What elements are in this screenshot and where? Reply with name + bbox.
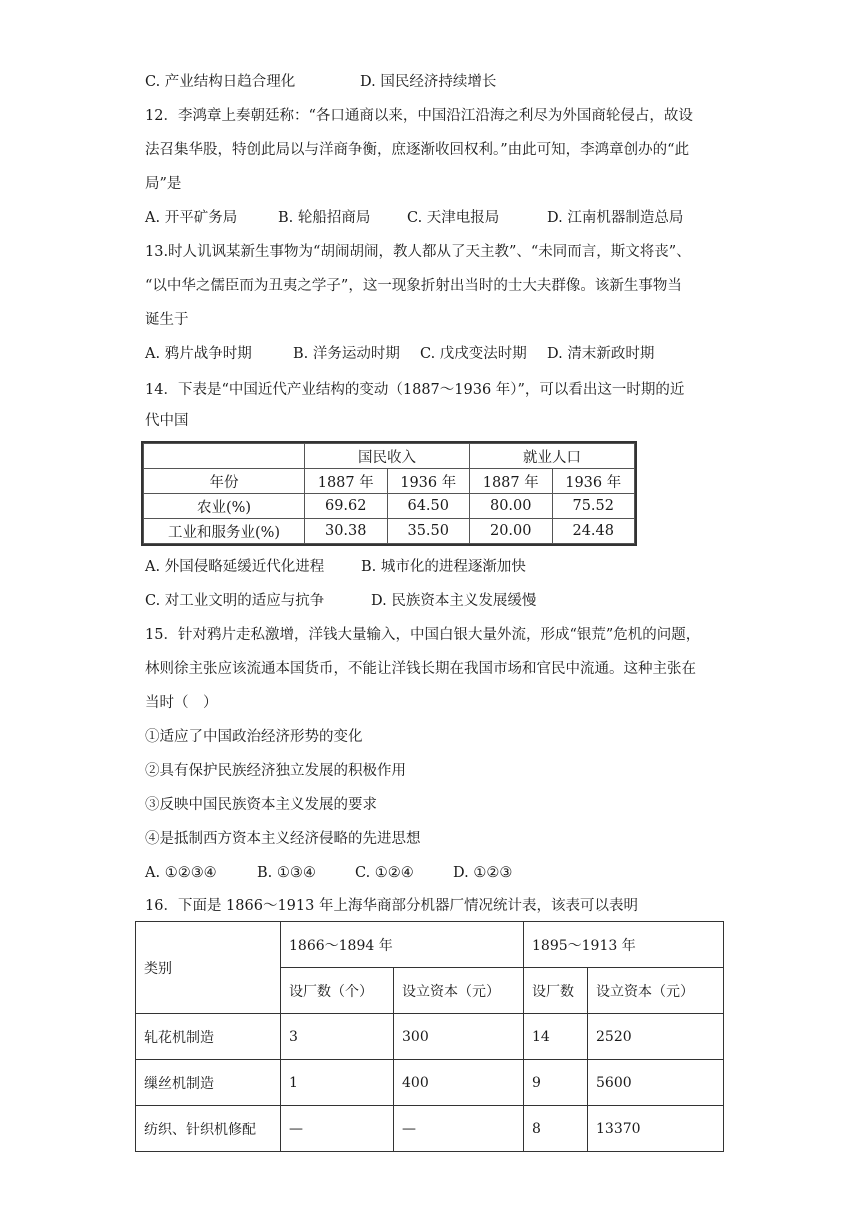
table-row: [136, 1106, 724, 1152]
header-capital: 设立资本（元）: [394, 968, 524, 1014]
table-cell: 80.00: [470, 494, 553, 519]
option-b: B. 城市化的进程逐渐加快: [361, 559, 526, 575]
table-cell: 20.00: [470, 519, 553, 544]
table-cell: 2520: [588, 1014, 724, 1060]
header-capital: 设立资本（元）: [588, 968, 724, 1014]
table-row: [136, 1060, 724, 1106]
option-a: A. ①②③④: [145, 865, 217, 881]
table-cell: —: [281, 1106, 394, 1152]
question-12-options: [145, 208, 683, 228]
question-12-text: 局”是: [145, 176, 182, 192]
table-cell: 400: [394, 1060, 524, 1106]
table-cell: 5600: [588, 1060, 724, 1106]
option-d: D. ①②③: [453, 865, 513, 881]
table-row: [144, 494, 635, 519]
option-c: C. 天津电报局: [407, 210, 500, 226]
option-d: D. 国民经济持续增长: [360, 74, 497, 90]
option-d: D. 江南机器制造总局: [547, 210, 684, 226]
row-label: 缫丝机制造: [136, 1060, 281, 1106]
option-a: A. 鸦片战争时期: [145, 346, 252, 362]
table-cell: 300: [394, 1014, 524, 1060]
question-13-text: “以中华之儒臣而为丑夷之学子”，这一现象折射出当时的士大夫群像。该新生事物当: [145, 278, 682, 294]
table-cell: 30.38: [305, 519, 388, 544]
question-14-text: 14．下表是“中国近代产业结构的变动（1887～1936 年）”，可以看出这一时期的近: [145, 382, 685, 398]
option-b: B. 轮船招商局: [278, 210, 371, 226]
option-d: D. 民族资本主义发展缓慢: [371, 593, 537, 609]
question-16-text: 16．下面是 1866～1913 年上海华商部分机器厂情况统计表，该表可以表明: [145, 898, 638, 914]
statement-2: ②具有保护民族经济独立发展的积极作用: [145, 763, 406, 779]
option-b: B. 洋务运动时期: [293, 346, 400, 362]
header-year-1936: 1936 年: [552, 469, 635, 494]
question-13-text: 诞生于: [145, 312, 189, 328]
header-count: 设厂数: [524, 968, 588, 1014]
row-label: 轧花机制造: [136, 1014, 281, 1060]
table-cell: 1: [281, 1060, 394, 1106]
statement-3: ③反映中国民族资本主义发展的要求: [145, 797, 377, 813]
table-cell: 9: [524, 1060, 588, 1106]
table-cell: 3: [281, 1014, 394, 1060]
table-row: [144, 519, 635, 544]
header-year-1887: 1887 年: [305, 469, 388, 494]
table-row: [136, 1014, 724, 1060]
option-c: C. ①②④: [355, 865, 414, 881]
question-14-options: [145, 557, 526, 577]
option-c: C. 戊戌变法时期: [420, 346, 527, 362]
table-cell: —: [394, 1106, 524, 1152]
table-cell: 8: [524, 1106, 588, 1152]
row-label: 纺织、针织机修配: [136, 1106, 281, 1152]
header-category: 类别: [136, 922, 281, 1014]
row-label: 工业和服务业(%): [144, 519, 305, 544]
question-13-options: [145, 344, 654, 364]
question-15-text: 15．针对鸦片走私激增，洋钱大量输入，中国白银大量外流，形成“银荒”危机的问题，: [145, 627, 701, 643]
question-14-options: [145, 591, 536, 611]
header-national-income: 国民收入: [305, 444, 470, 469]
shanghai-factory-table: [135, 921, 724, 1152]
option-d: D. 清末新政时期: [547, 346, 655, 362]
question-14-text: 代中国: [145, 413, 189, 429]
question-15-text: 林则徐主张应该流通本国货币，不能让洋钱长期在我国市场和官民中流通。这种主张在: [145, 661, 696, 677]
option-c: C. 对工业文明的适应与抗争: [145, 593, 325, 609]
table-cell: 35.50: [387, 519, 470, 544]
option-a: A. 开平矿务局: [145, 210, 238, 226]
option-b: B. ①③④: [257, 865, 316, 881]
table-cell: 75.52: [552, 494, 635, 519]
row-label: 农业(%): [144, 494, 305, 519]
header-employment: 就业人口: [470, 444, 635, 469]
statement-1: ①适应了中国政治经济形势的变化: [145, 729, 363, 745]
header-year: 年份: [144, 469, 305, 494]
table-cell: 14: [524, 1014, 588, 1060]
question-15-text: 当时（ ）: [145, 695, 218, 711]
question-12-text: 12．李鸿章上奏朝廷称：“各口通商以来，中国沿江沿海之利尽为外国商轮侵占，故设: [145, 108, 693, 124]
table-cell: 64.50: [387, 494, 470, 519]
header-period-1: 1866～1894 年: [281, 922, 524, 968]
table-cell: 69.62: [305, 494, 388, 519]
question-15-options: [145, 863, 512, 883]
statement-4: ④是抵制西方资本主义经济侵略的先进思想: [145, 831, 421, 847]
option-c: C. 产业结构日趋合理化: [145, 74, 296, 90]
option-a: A. 外国侵略延缓近代化进程: [145, 559, 325, 575]
option-row: [145, 72, 496, 92]
question-12-text: 法召集华股，特创此局以与洋商争衡，庶逐渐收回权利。”由此可知，李鸿章创办的“此: [145, 142, 690, 158]
table-cell: 24.48: [552, 519, 635, 544]
header-count: 设厂数（个）: [281, 968, 394, 1014]
industry-structure-table: [143, 443, 635, 544]
header-year-1887: 1887 年: [470, 469, 553, 494]
question-13-text: 13.时人讥讽某新生事物为“胡闹胡闹，教人都从了天主教”、“未同而言，斯文将丧”、: [145, 244, 691, 260]
table-cell: 13370: [588, 1106, 724, 1152]
header-period-2: 1895～1913 年: [524, 922, 724, 968]
header-year-1936: 1936 年: [387, 469, 470, 494]
